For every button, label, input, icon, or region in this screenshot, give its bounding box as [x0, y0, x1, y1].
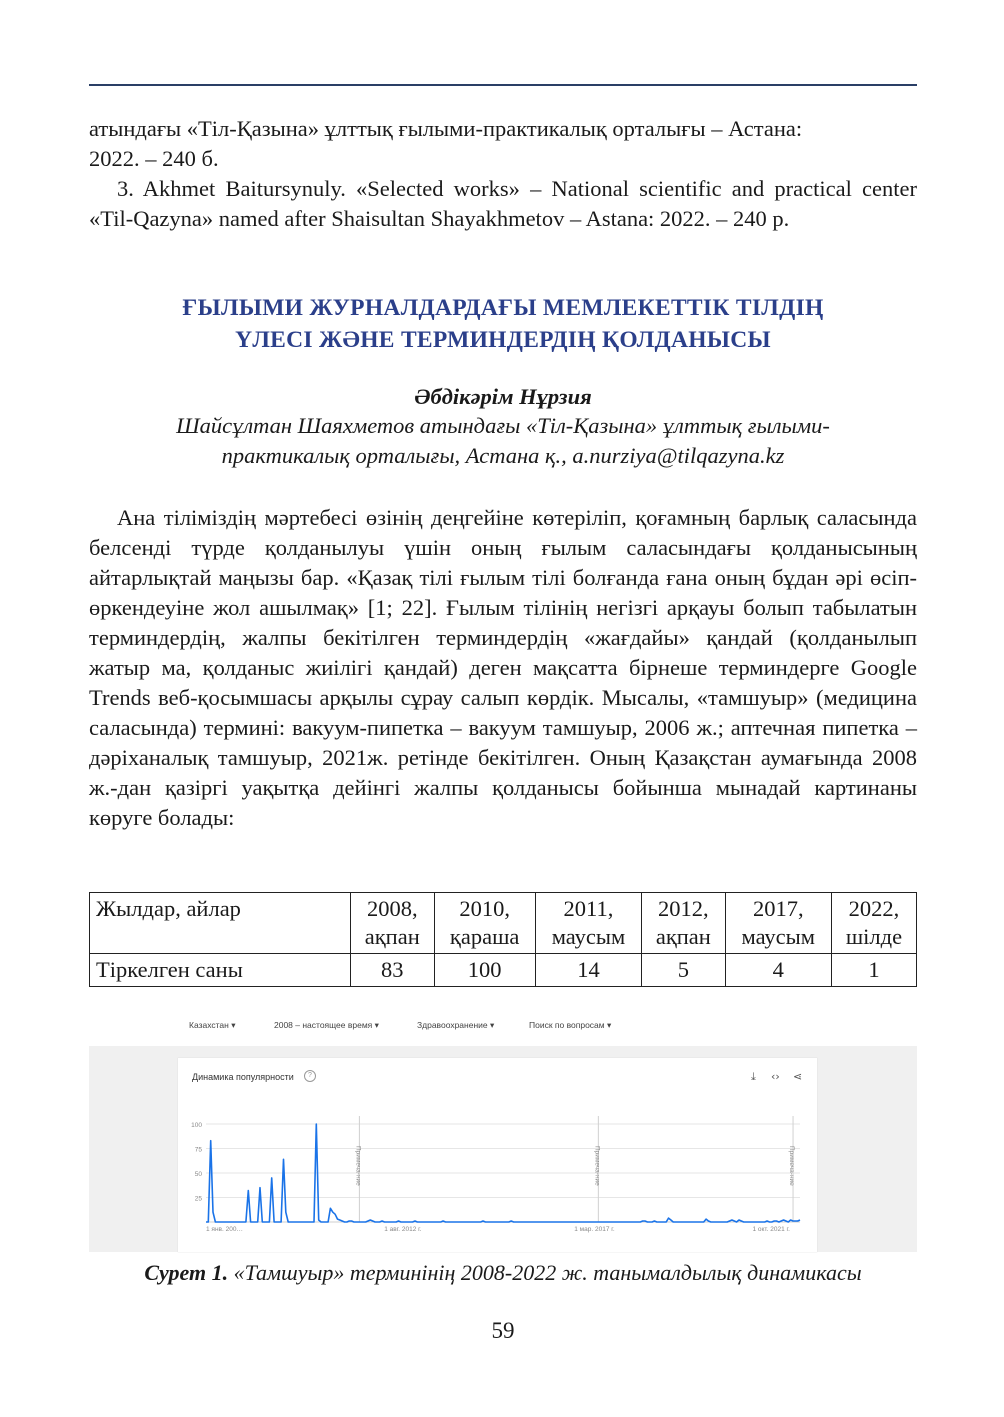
article-title: ҒЫЛЫМИ ЖУРНАЛДАРДАҒЫ МЕМЛЕКЕТТІК ТІЛДІҢ ҮЛЕСІ ЖӘНЕ ТЕРМИНДЕРДІҢ ҚОЛДАНЫСЫ [182, 295, 824, 353]
table-cell: 83 [351, 954, 435, 987]
table-header-cell: 2022, шілде [831, 893, 916, 954]
reference-2-continuation: атындағы «Тіл-Қазына» ұлттық ғылыми-практикалық орталығы – Астана: 2022. – 240 б. [89, 116, 803, 171]
table-cell: 4 [725, 954, 831, 987]
table-header-cell: 2017, маусым [725, 893, 831, 954]
y-tick-label: 25 [194, 1195, 202, 1203]
y-tick-label: 75 [194, 1146, 202, 1154]
body-paragraph: Ана тіліміздің мәртебесі өзінің деңгейіне көтеріліп, қоғамның барлық саласында белсенді түрде қолданылуы үшін оның ғылым саласындағы қолданысының айтарлықтай маңызы бар. «Қазақ тілі ғылым тілі болғанда ғана оның бұдан әрі өсіп-өркендеуіне жол ашылмақ» [1; 22]. Ғылым тілінің негізгі арқауы болып табылатын терминдердің, жалпы бекітілген терминдердің «жағдайы» қандай (қолданылып жатыр ма, қолданыс жиілігі қандай) деген мақсатта бірнеше терминдерге Google Trends веб-қосымшасы арқылы сұрау салып көрдік. Мысалы, «тамшуыр» (медицина саласында) термині: вакуум-пипетка – вакуум тамшуыр, 2006 ж.; аптечная пипетка – дәріханалық тамшуыр, 2021ж. ретінде бекітілген. Оның Қазақстан аумағында 2008 ж.-дан қазіргі уақытқа дейінгі жалпы қолданысы бойынша мынадай картинаны көруге болады: [89, 505, 917, 830]
references-block [89, 114, 917, 234]
help-icon[interactable]: ? [304, 1070, 316, 1082]
page-number: 59 [491, 1318, 515, 1343]
trends-card [178, 1058, 817, 1252]
y-tick-label: 100 [191, 1122, 202, 1129]
caption-label: Сурет 1. [144, 1260, 229, 1285]
table-cell: 5 [642, 954, 726, 987]
filter-search-type[interactable]: Поиск по вопросам ▾ [529, 1020, 612, 1030]
table-row-years [90, 893, 917, 954]
trend-chart [178, 1098, 817, 1248]
table-header-cell: 2012, ақпан [642, 893, 726, 954]
x-tick-label: 1 окт. 2021 г. [752, 1226, 790, 1233]
filter-period[interactable]: 2008 – настоящее время ▾ [274, 1020, 379, 1030]
table-header-cell: 2008, ақпан [351, 893, 435, 954]
y-tick-label: 50 [194, 1171, 202, 1178]
x-tick-label: 1 янв. 200… [206, 1226, 243, 1233]
header-rule [89, 84, 917, 86]
reference-3: 3. Akhmet Baitursynuly. «Selected works» – National scientific and practical center «Til-Qazyna» named after Shaisultan Shayakhmetov – Astana: 2022. – 240 p. [89, 176, 918, 231]
author-name: Әбдікәрім Нұрзия [414, 384, 592, 409]
x-tick-label: 1 мар. 2017 г. [574, 1226, 615, 1233]
annotation-label: Примеча-ние [354, 1146, 362, 1186]
filter-category[interactable]: Здравоохранение ▾ [417, 1020, 495, 1030]
x-tick-label: 1 авг. 2012 г. [384, 1226, 422, 1233]
figure-caption [89, 1258, 917, 1288]
annotation-label: Примеча-ние [788, 1146, 796, 1186]
table-header-cell: 2010, қараша [434, 893, 535, 954]
table-cell: 14 [535, 954, 641, 987]
table-row-label: Тіркелген саны [90, 954, 351, 987]
filter-region[interactable]: Казахстан ▾ [189, 1020, 236, 1030]
card-title: Динамика популярности [192, 1072, 294, 1082]
caption-text: «Тамшуыр» терминінің 2008-2022 ж. танымалдылық динамикасы [228, 1260, 862, 1285]
google-trends-screenshot [89, 1012, 917, 1252]
table-cell: 100 [434, 954, 535, 987]
table-row-label: Жылдар, айлар [90, 893, 351, 954]
table-header-cell: 2011, маусым [535, 893, 641, 954]
table-row-counts [90, 954, 917, 987]
author-affiliation: Шайсұлтан Шаяхметов атындағы «Тіл-Қазына» ұлттық ғылыми- практикалық орталығы, Астана қ., a.nurziya@tilqazyna.kz [176, 413, 830, 468]
embed-icon[interactable]: ‹› [771, 1070, 780, 1083]
share-icon[interactable]: ⋖ [793, 1070, 803, 1083]
download-icon[interactable]: ⤓ [751, 1070, 756, 1083]
body-paragraph-block [89, 503, 917, 833]
annotation-label: Примеча-ние [593, 1146, 601, 1186]
table-cell: 1 [831, 954, 916, 987]
frequency-table [89, 892, 917, 987]
